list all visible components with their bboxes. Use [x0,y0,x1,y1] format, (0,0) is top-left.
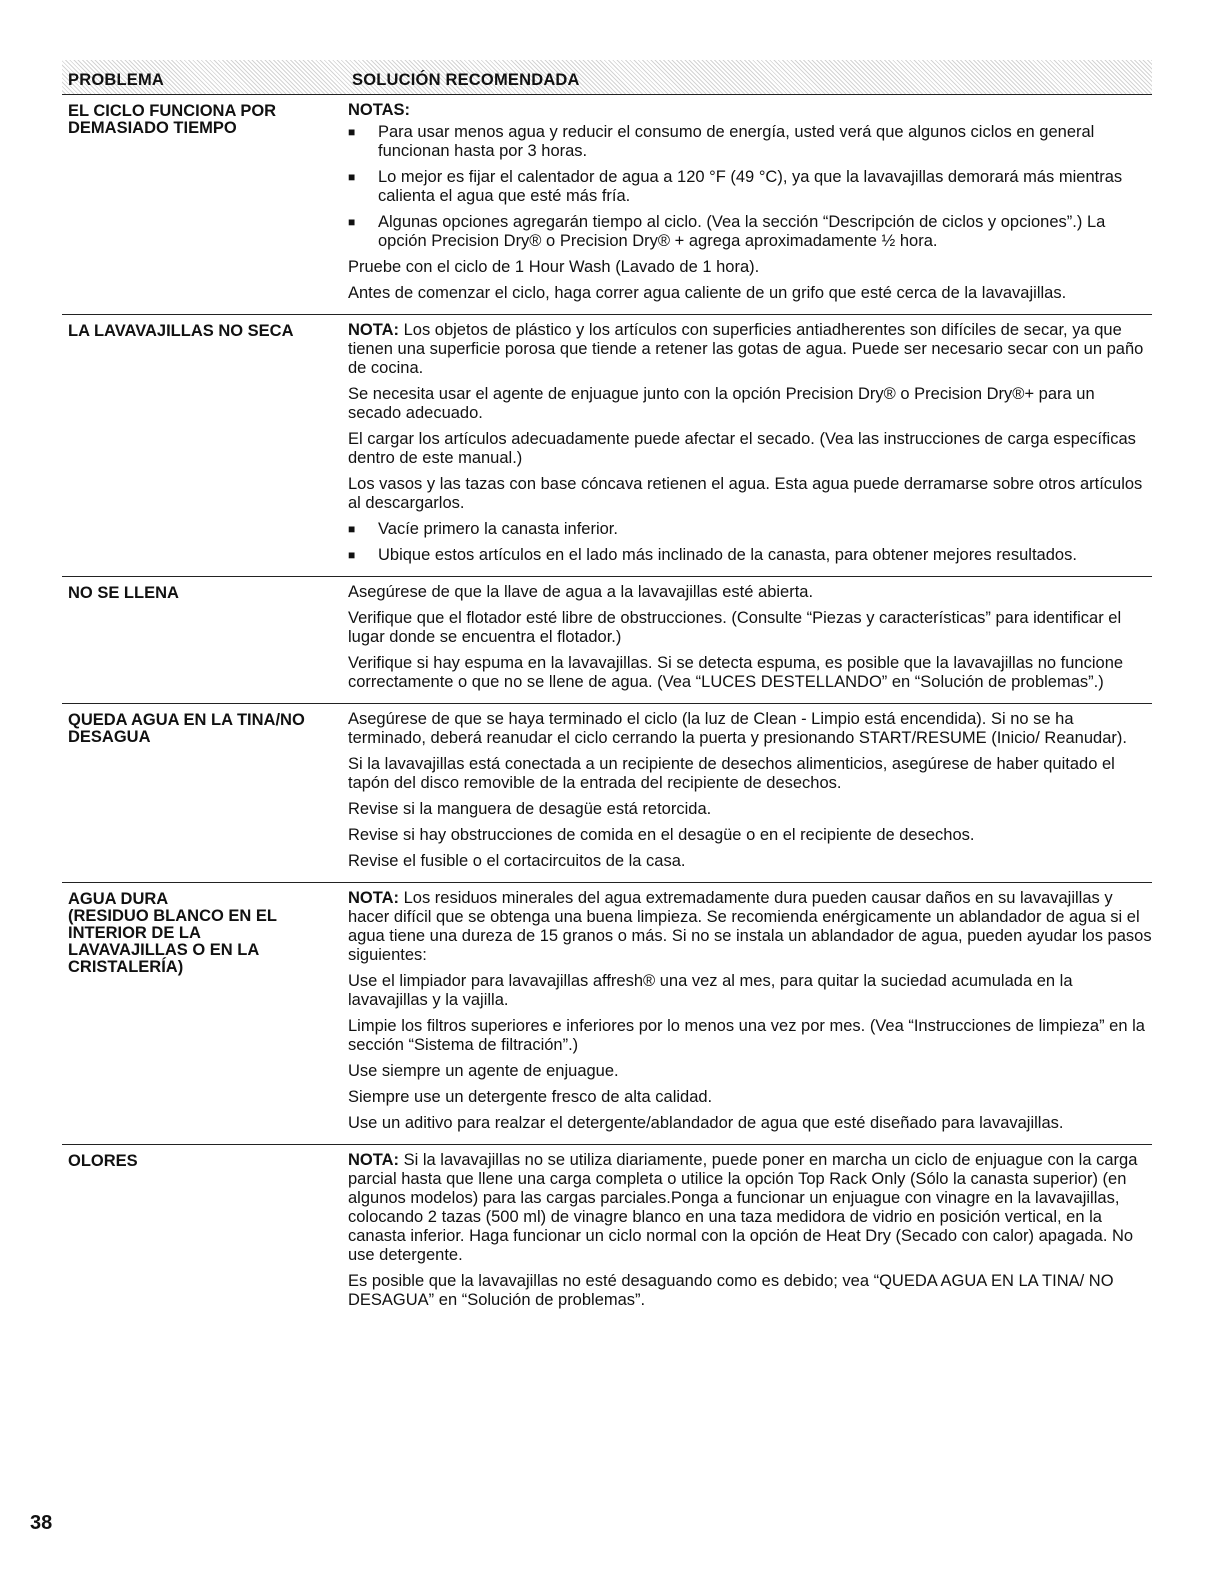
solution-paragraph: Revise si la manguera de desagüe está retorcida. [348,800,712,818]
solution-cell [348,101,1152,310]
problem-cell [62,321,348,572]
problem-line: LAVAVAJILLAS O EN LA [68,941,260,959]
square-bullet-icon: ■ [348,548,356,562]
table-row [62,315,1152,577]
note-paragraph [348,1151,1152,1265]
problem-line: OLORES [68,1152,138,1170]
table-row [62,704,1152,883]
solution-cell [348,321,1152,572]
note-text: Los objetos de plástico y los artículos con superficies antiadherentes son difíciles de secar, ya que tienen una superficie porosa que tiende a retener las gotas de agua. Puede ser necesario secar con un paño de cocina. [348,321,1144,377]
page-number: 38 [30,1512,53,1534]
problem-line: CRISTALERÍA) [68,958,184,976]
note-label: NOTA: [348,321,400,339]
note-label: NOTA: [348,1151,400,1169]
square-bullet-icon: ■ [348,125,356,139]
problem-line: QUEDA AGUA EN LA TINA/NO [68,711,305,729]
problem-line: INTERIOR DE LA [68,924,201,942]
bullet-text: Algunas opciones agregarán tiempo al ciclo. (Vea la sección “Descripción de ciclos y opciones”.) La opción Precision Dry® o Precision Dry® + agrega aproximadamente ½ hora. [378,213,1106,250]
bullet-item [348,213,1152,251]
solution-paragraph: Se necesita usar el agente de enjuague junto con la opción Precision Dry® o Precision Dry®+ para un secado adecuado. [348,385,1095,422]
solution-paragraph: Antes de comenzar el ciclo, haga correr agua caliente de un grifo que esté cerca de la lavavajillas. [348,284,1067,302]
note-paragraph [348,889,1152,965]
note-text: Si la lavavajillas no se utiliza diariamente, puede poner en marcha un ciclo de enjuague con la carga parcial hasta que llene una carga completa o utilice la opción Top Rack Only (Sólo la canasta superior) (en algunos modelos) para las cargas parciales.Ponga a funcionar un enjuague con vinagre en la lavavajillas, colocando 2 tazas (500 ml) de vinagre blanco en una taza medidora de vidrio en posición vertical, en la canasta inferior. Haga funcionar un ciclo normal con la opción de Heat Dry (Secado con calor) apagada. No use detergente. [348,1151,1138,1264]
table-header [62,60,1152,95]
problem-line: NO SE LLENA [68,584,179,602]
table-row [62,95,1152,315]
problem-cell [62,889,348,1140]
square-bullet-icon: ■ [348,215,356,229]
problem-cell [62,101,348,310]
solution-paragraph: Revise si hay obstrucciones de comida en el desagüe o en el recipiente de desechos. [348,826,975,844]
table-row [62,1145,1152,1321]
solution-paragraph: El cargar los artículos adecuadamente puede afectar el secado. (Vea las instrucciones de carga específicas dentro de este manual.) [348,430,1136,467]
square-bullet-icon: ■ [348,522,356,536]
solution-paragraph: Asegúrese de que la llave de agua a la lavavajillas esté abierta. [348,583,814,601]
problem-line: DESAGUA [68,728,151,746]
problem-cell [62,710,348,878]
bullet-text: Vacíe primero la canasta inferior. [378,520,618,538]
problem-line: (RESIDUO BLANCO EN EL [68,907,278,925]
solution-cell [348,583,1152,699]
solution-paragraph: Revise el fusible o el cortacircuitos de la casa. [348,852,686,870]
solution-paragraph: Siempre use un detergente fresco de alta calidad. [348,1088,713,1106]
bullet-item [348,520,1152,539]
problem-line: LA LAVAVAJILLAS NO SECA [68,322,294,340]
table-row [62,577,1152,704]
solution-paragraph: Verifique si hay espuma en la lavavajillas. Si se detecta espuma, es posible que la lavavajillas no funcione correctamente o que no se llene de agua. (Vea “LUCES DESTELLANDO” en “Solución de problemas”.) [348,654,1124,691]
solution-paragraph: Use siempre un agente de enjuague. [348,1062,619,1080]
bullet-text: Ubique estos artículos en el lado más inclinado de la canasta, para obtener mejores resultados. [378,546,1077,564]
solution-paragraph: Asegúrese de que se haya terminado el ciclo (la luz de Clean - Limpio está encendida). Si no se ha terminado, deberá reanudar el ciclo cerrando la puerta y presionando START/RESUME (Inicio/ Reanudar). [348,710,1127,747]
note-paragraph [348,321,1152,378]
solution-paragraph: Pruebe con el ciclo de 1 Hour Wash (Lavado de 1 hora). [348,258,760,276]
solution-paragraph: Es posible que la lavavajillas no esté desaguando como es debido; vea “QUEDA AGUA EN LA TINA/ NO DESAGUA” en “Solución de problemas”. [348,1272,1114,1309]
solution-paragraph: Limpie los filtros superiores e inferiores por lo menos una vez por mes. (Vea “Instrucciones de limpieza” en la sección “Sistema de filtración”.) [348,1017,1145,1054]
solution-paragraph: Verifique que el flotador esté libre de obstrucciones. (Consulte “Piezas y características” para identificar el lugar donde se encuentra el flotador.) [348,609,1122,646]
solution-paragraph: Use un aditivo para realzar el detergente/ablandador de agua que esté diseñado para lavavajillas. [348,1114,1064,1132]
bullet-item [348,546,1152,565]
solution-paragraph: Los vasos y las tazas con base cóncava retienen el agua. Esta agua puede derramarse sobre otros artículos al descargarlos. [348,475,1143,512]
solution-cell [348,710,1152,878]
square-bullet-icon: ■ [348,170,356,184]
solution-paragraph: Si la lavavajillas está conectada a un recipiente de desechos alimenticios, asegúrese de haber quitado el tapón del disco removible de la entrada del recipiente de desechos. [348,755,1115,792]
solution-cell [348,1151,1152,1317]
header-solution: SOLUCIÓN RECOMENDADA [352,71,580,89]
solution-paragraph: Use el limpiador para lavavajillas affresh® una vez al mes, para quitar la suciedad acumulada en la lavavajillas y la vajilla. [348,972,1073,1009]
problem-line: EL CICLO FUNCIONA POR [68,102,277,120]
problem-line: AGUA DURA [68,890,169,908]
note-text: Los residuos minerales del agua extremadamente dura pueden causar daños en su lavavajillas y hacer difícil que se obtenga una buena limpieza. Se recomienda enérgicamente un ablandador de agua si el agua tiene una dureza de 15 granos o más. Si no se instala un ablandador de agua, pueden ayudar los pasos siguientes: [348,889,1152,964]
bullet-text: Para usar menos agua y reducir el consumo de energía, usted verá que algunos ciclos en general funcionan hasta por 3 horas. [378,123,1095,160]
note-label: NOTA: [348,889,400,907]
bullet-item [348,123,1152,161]
bullet-item [348,168,1152,206]
table-row [62,883,1152,1145]
problem-cell [62,583,348,699]
problem-cell [62,1151,348,1317]
problem-line: DEMASIADO TIEMPO [68,119,237,137]
troubleshooting-table [62,60,1152,1321]
bullet-text: Lo mejor es fijar el calentador de agua a 120 °F (49 °C), ya que la lavavajillas demorará más mientras calienta el agua que esté más fría. [378,168,1123,205]
solution-cell [348,889,1152,1140]
header-problem: PROBLEMA [68,71,165,89]
notes-heading: NOTAS: [348,101,411,119]
